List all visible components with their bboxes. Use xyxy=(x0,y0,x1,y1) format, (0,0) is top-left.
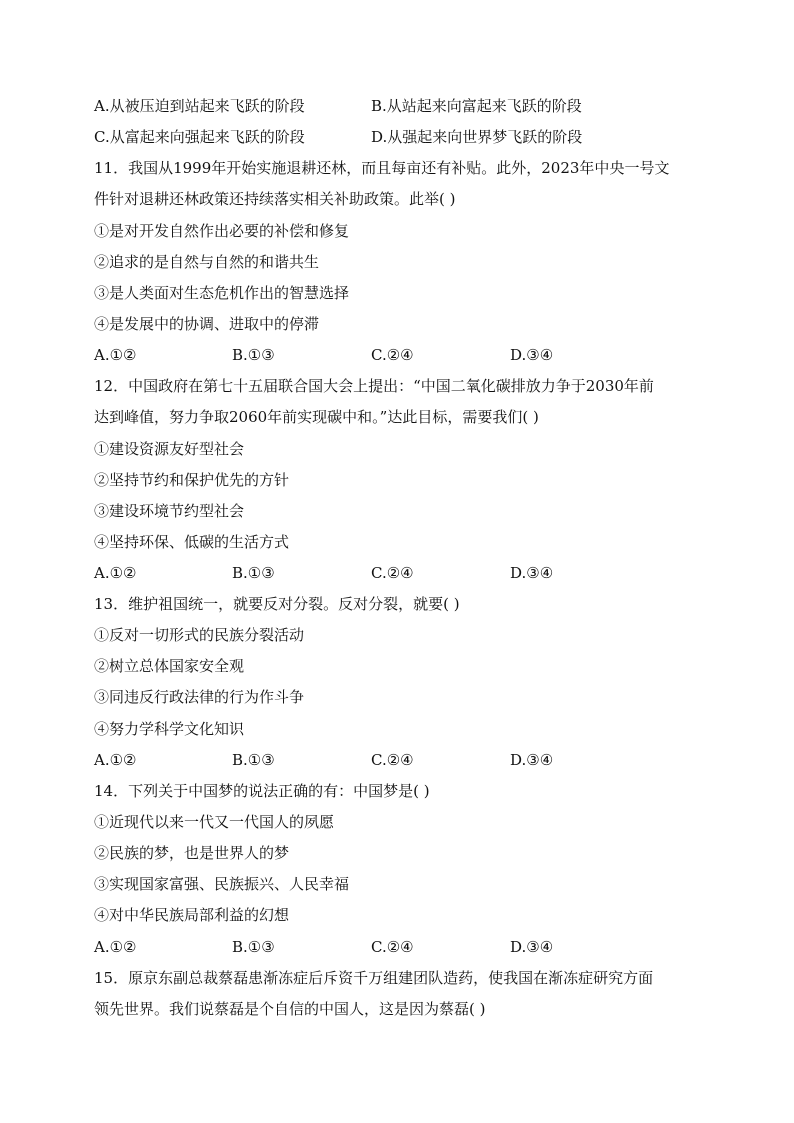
q10-option-b: B.从站起来向富起来飞跃的阶段 xyxy=(371,97,582,115)
q11-stem-line1: 11．我国从1999年开始实施退耕还林，而且每亩还有补贴。此外，2023年中央一号文 xyxy=(94,159,670,177)
q14-item-4: ④对中华民族局部利益的幻想 xyxy=(94,906,290,924)
q13-item-1: ①反对一切形式的民族分裂活动 xyxy=(94,626,305,644)
q12-item-1: ①建设资源友好型社会 xyxy=(94,440,245,458)
q14-item-3: ③实现国家富强、民族振兴、人民幸福 xyxy=(94,875,350,893)
q13-option-c: C.②④ xyxy=(371,751,414,769)
q13-item-4: ④努力学科学文化知识 xyxy=(94,720,245,738)
q12-option-a: A.①② xyxy=(94,564,137,582)
q14-option-d: D.③④ xyxy=(510,938,554,956)
q14-item-2: ②民族的梦，也是世界人的梦 xyxy=(94,844,290,862)
q12-item-2: ②坚持节约和保护优先的方针 xyxy=(94,471,290,489)
q11-option-c: C.②④ xyxy=(371,346,414,364)
q11-item-1: ①是对开发自然作出必要的补偿和修复 xyxy=(94,222,350,240)
q14-option-b: B.①③ xyxy=(232,938,275,956)
q11-option-d: D.③④ xyxy=(510,346,554,364)
q11-item-2: ②追求的是自然与自然的和谐共生 xyxy=(94,253,320,271)
q11-option-b: B.①③ xyxy=(232,346,275,364)
q11-item-4: ④是发展中的协调、进取中的停滞 xyxy=(94,315,320,333)
q13-option-b: B.①③ xyxy=(232,751,275,769)
q14-item-1: ①近现代以来一代又一代国人的夙愿 xyxy=(94,813,335,831)
q14-option-a: A.①② xyxy=(94,938,137,956)
q15-stem-line1: 15．原京东副总裁蔡磊患渐冻症后斥资千万组建团队造药，使我国在渐冻症研究方面 xyxy=(94,969,654,987)
q15-stem-line2: 领先世界。我们说蔡磊是个自信的中国人，这是因为蔡磊( ) xyxy=(94,1000,486,1018)
q13-item-2: ②树立总体国家安全观 xyxy=(94,657,245,675)
q14-stem-line1: 14．下列关于中国梦的说法正确的有：中国梦是( ) xyxy=(94,782,430,800)
q11-item-3: ③是人类面对生态危机作出的智慧选择 xyxy=(94,284,350,302)
q10-option-d: D.从强起来向世界梦飞跃的阶段 xyxy=(371,128,583,146)
q12-stem-line1: 12．中国政府在第七十五届联合国大会上提出：“中国二氧化碳排放力争于2030年前 xyxy=(94,377,654,395)
q11-option-a: A.①② xyxy=(94,346,137,364)
q14-option-c: C.②④ xyxy=(371,938,414,956)
q10-option-c: C.从富起来向强起来飞跃的阶段 xyxy=(94,128,305,146)
q12-option-c: C.②④ xyxy=(371,564,414,582)
q10-option-a: A.从被压迫到站起来飞跃的阶段 xyxy=(94,97,305,115)
q13-stem-line1: 13．维护祖国统一，就要反对分裂。反对分裂，就要( ) xyxy=(94,595,460,613)
q11-stem-line2: 件针对退耕还林政策还持续落实相关补助政策。此举( ) xyxy=(94,190,456,208)
q12-stem-line2: 达到峰值，努力争取2060年前实现碳中和。”达此目标，需要我们( ) xyxy=(94,408,539,426)
q13-option-a: A.①② xyxy=(94,751,137,769)
q12-item-4: ④坚持环保、低碳的生活方式 xyxy=(94,533,290,551)
q12-item-3: ③建设环境节约型社会 xyxy=(94,502,245,520)
q13-item-3: ③同违反行政法律的行为作斗争 xyxy=(94,688,305,706)
q13-option-d: D.③④ xyxy=(510,751,554,769)
q12-option-d: D.③④ xyxy=(510,564,554,582)
q12-option-b: B.①③ xyxy=(232,564,275,582)
